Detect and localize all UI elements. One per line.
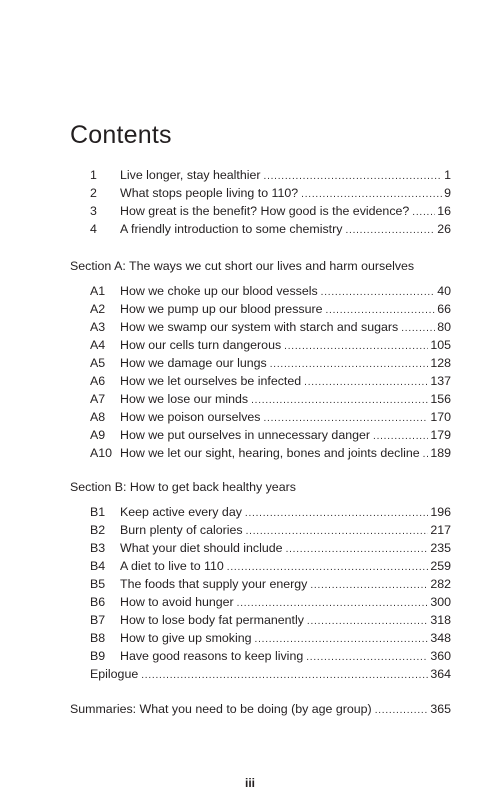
toc-entry[interactable]: [90, 505, 451, 523]
entry-number: 4: [90, 222, 97, 236]
toc-entry[interactable]: [90, 392, 451, 410]
dot-leader: [246, 526, 429, 537]
entry-title: What your diet should include: [120, 541, 283, 555]
dot-leader: [412, 207, 435, 218]
entry-page: 179: [430, 428, 451, 442]
entry-page: 128: [430, 356, 451, 370]
entry-number: 3: [90, 204, 97, 218]
entry-number: B6: [90, 595, 106, 609]
entry-number: B2: [90, 523, 106, 537]
toc-entry[interactable]: [90, 446, 451, 464]
entry-page: 259: [430, 559, 451, 573]
section-a-heading: Section A: The ways we cut short our lives and harm ourselves: [70, 259, 415, 273]
page-title: Contents: [70, 121, 172, 149]
toc-entry-summaries[interactable]: [70, 702, 451, 720]
toc-entry[interactable]: [90, 410, 451, 428]
entry-page: 189: [430, 446, 451, 460]
dot-leader: [284, 341, 428, 352]
toc-entry[interactable]: [90, 428, 451, 446]
entry-number: A5: [90, 356, 106, 370]
dot-leader: [286, 544, 429, 555]
entry-title: How to lose body fat permanently: [120, 613, 304, 627]
dot-leader: [373, 431, 428, 442]
dot-leader: [237, 598, 429, 609]
toc-entry[interactable]: [90, 523, 451, 541]
entry-page: 16: [437, 204, 451, 218]
entry-number: A10: [90, 446, 113, 460]
entry-page: 360: [430, 649, 451, 663]
entry-page: 300: [430, 595, 451, 609]
entry-number: B3: [90, 541, 106, 555]
toc-entry[interactable]: [90, 302, 451, 320]
toc-entry[interactable]: [90, 186, 451, 204]
entry-number: B5: [90, 577, 106, 591]
entry-title: How to avoid hunger: [120, 595, 234, 609]
dot-leader: [227, 562, 429, 573]
entry-number: A3: [90, 320, 106, 334]
toc-entry[interactable]: [90, 374, 451, 392]
entry-title: Summaries: What you need to be doing (by age group): [70, 702, 372, 716]
entry-title: Live longer, stay healthier: [120, 168, 261, 182]
entry-title: Burn plenty of calories: [120, 523, 243, 537]
entry-page: 26: [437, 222, 451, 236]
dot-leader: [307, 616, 428, 627]
entry-number: A4: [90, 338, 106, 352]
dot-leader: [310, 580, 428, 591]
entry-number: A8: [90, 410, 106, 424]
toc-entry[interactable]: [90, 613, 451, 631]
dot-leader: [264, 413, 429, 424]
dot-leader: [321, 287, 436, 298]
toc-entry[interactable]: [90, 338, 451, 356]
toc-entry[interactable]: [90, 168, 451, 186]
entry-title: The foods that supply your energy: [120, 577, 308, 591]
toc-entry[interactable]: [90, 649, 451, 667]
entry-page: 156: [430, 392, 451, 406]
entry-number: A6: [90, 374, 106, 388]
entry-title: Have good reasons to keep living: [120, 649, 304, 663]
dot-leader: [306, 652, 428, 663]
entry-title: Epilogue: [90, 667, 139, 681]
dot-leader: [264, 171, 443, 182]
entry-page: 80: [437, 320, 451, 334]
dot-leader: [345, 225, 435, 236]
entry-page: 66: [437, 302, 451, 316]
entry-page: 170: [430, 410, 451, 424]
entry-title: How we poison ourselves: [120, 410, 261, 424]
entry-page: 217: [430, 523, 451, 537]
entry-number: 1: [90, 168, 97, 182]
entry-number: B8: [90, 631, 106, 645]
toc-entry[interactable]: [90, 204, 451, 222]
entry-title: How to give up smoking: [120, 631, 252, 645]
dot-leader: [245, 508, 428, 519]
dot-leader: [401, 323, 435, 334]
dot-leader: [301, 189, 442, 200]
entry-number: B7: [90, 613, 106, 627]
entry-title: How we swamp our system with starch and sugars: [120, 320, 399, 334]
entry-title: What stops people living to 110?: [120, 186, 299, 200]
entry-title: How we let our sight, hearing, bones and joints decline: [120, 446, 420, 460]
page-number: iii: [244, 776, 255, 790]
entry-page: 318: [430, 613, 451, 627]
entry-number: B4: [90, 559, 106, 573]
toc-entry[interactable]: [90, 631, 451, 649]
entry-number: A9: [90, 428, 106, 442]
entry-title: How our cells turn dangerous: [120, 338, 282, 352]
toc-entry[interactable]: [90, 541, 451, 559]
entry-page: 235: [430, 541, 451, 555]
toc-entry[interactable]: [90, 595, 451, 613]
toc-entry-epilogue[interactable]: [90, 667, 451, 685]
toc-entry[interactable]: [90, 284, 451, 302]
dot-leader: [304, 377, 428, 388]
entry-number: B1: [90, 505, 106, 519]
entry-title: Keep active every day: [120, 505, 242, 519]
entry-title: How we pump up our blood pressure: [120, 302, 323, 316]
dot-leader: [270, 359, 429, 370]
entry-title: How we put ourselves in unnecessary danger: [120, 428, 371, 442]
entry-title: How we lose our minds: [120, 392, 249, 406]
entry-number: 2: [90, 186, 97, 200]
entry-title: How we let ourselves be infected: [120, 374, 302, 388]
entry-page: 348: [430, 631, 451, 645]
entry-page: 365: [430, 702, 451, 716]
entry-title: How we choke up our blood vessels: [120, 284, 318, 298]
dot-leader: [141, 670, 428, 681]
toc-entry[interactable]: [90, 559, 451, 577]
entry-page: 282: [430, 577, 451, 591]
toc-entry[interactable]: [90, 320, 451, 338]
entry-title: How we damage our lungs: [120, 356, 267, 370]
section-b-heading: Section B: How to get back healthy years: [70, 480, 296, 494]
entry-page: 137: [430, 374, 451, 388]
entry-title: How great is the benefit? How good is the evidence?: [120, 204, 410, 218]
dot-leader: [251, 395, 428, 406]
entry-page: 40: [437, 284, 451, 298]
dot-leader: [255, 634, 429, 645]
dot-leader: [375, 705, 429, 716]
entry-page: 196: [430, 505, 451, 519]
entry-title: A diet to live to 110: [120, 559, 224, 573]
entry-title: A friendly introduction to some chemistry: [120, 222, 343, 236]
toc-entry[interactable]: [90, 577, 451, 595]
entry-number: B9: [90, 649, 106, 663]
entry-page: 9: [444, 186, 451, 200]
toc-entry[interactable]: [90, 356, 451, 374]
entry-page: 105: [430, 338, 451, 352]
entry-number: A2: [90, 302, 106, 316]
entry-page: 364: [430, 667, 451, 681]
entry-page: 1: [444, 168, 451, 182]
toc-entry[interactable]: [90, 222, 451, 240]
entry-number: A1: [90, 284, 106, 298]
entry-number: A7: [90, 392, 106, 406]
dot-leader: [326, 305, 436, 316]
